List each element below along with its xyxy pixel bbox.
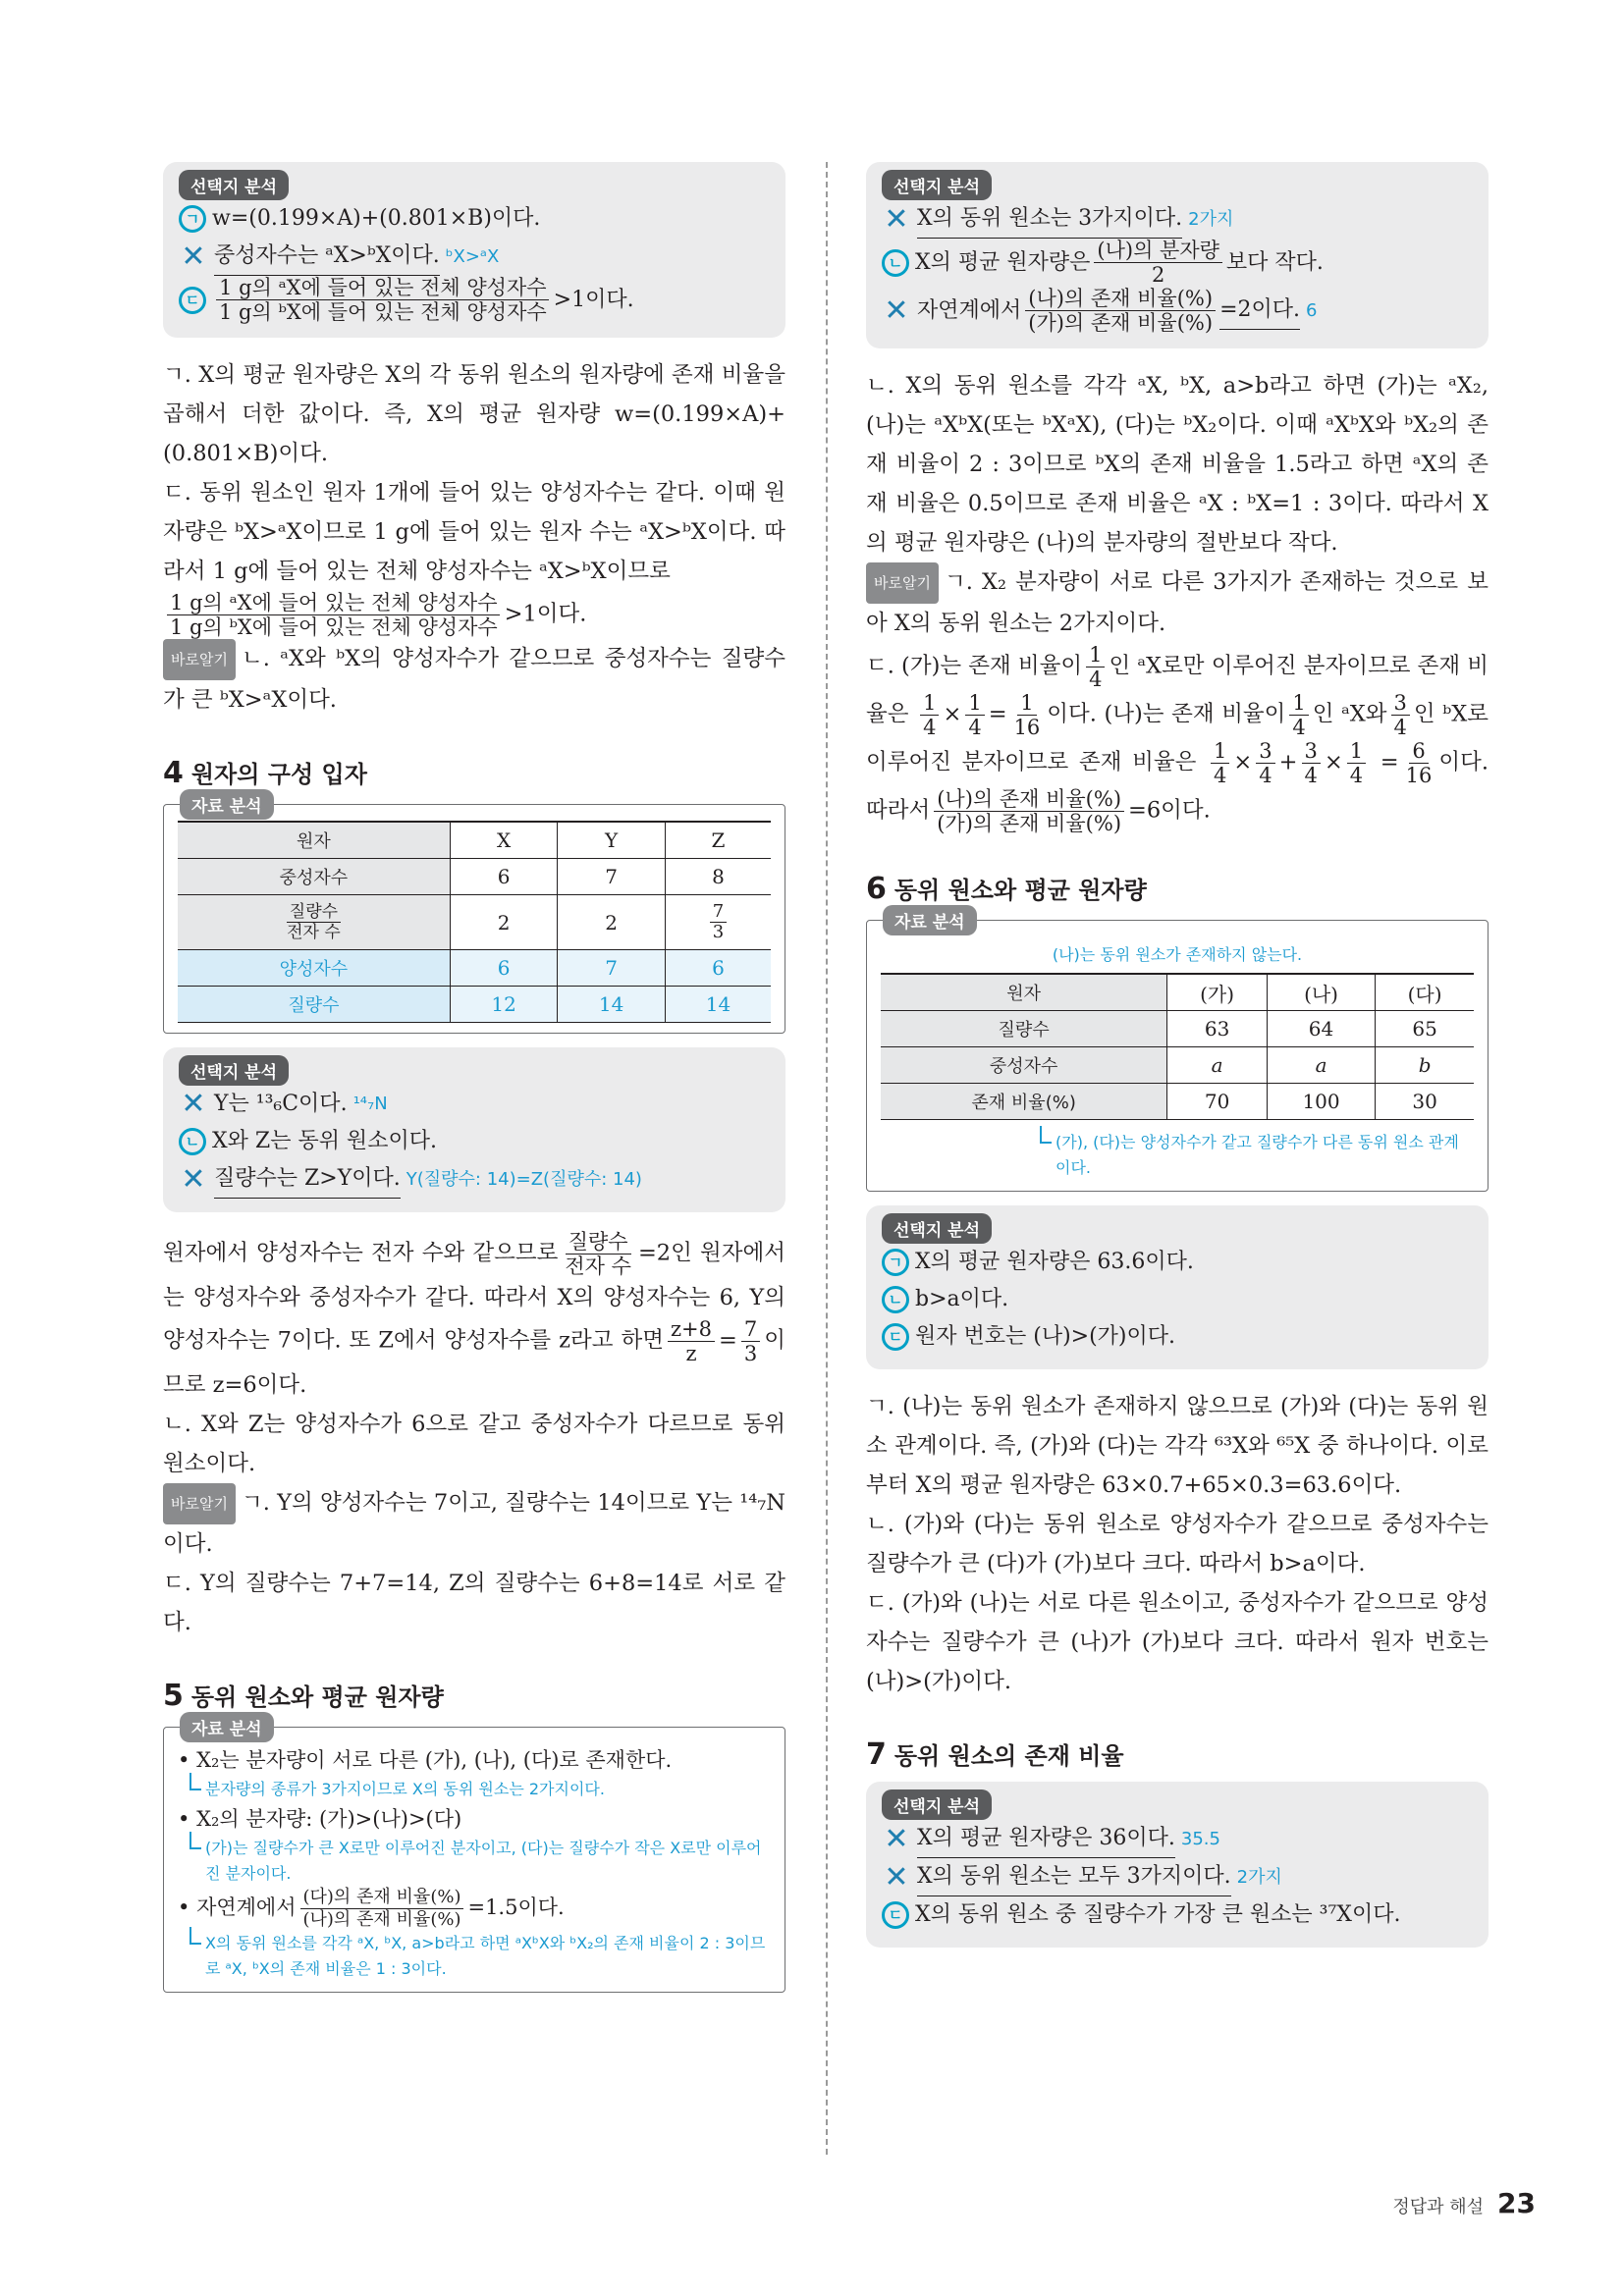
text: =2인 원자에서는 양성자수와 중성자수가 같다. 따라서 X의 양성자수는 6, Y의 양성자수는 7이다. 또 Z에서 양성자수를 z라고 하면 xyxy=(163,1240,786,1354)
fraction xyxy=(216,276,550,324)
column-divider xyxy=(826,162,828,2155)
choice xyxy=(882,1244,1473,1281)
fraction xyxy=(1011,691,1044,739)
choice-analysis-tag: 선택지 분석 xyxy=(882,1213,992,1244)
table-header: X xyxy=(450,822,558,859)
circle-mark-icon: ㄱ xyxy=(882,1249,909,1276)
table-cell: 2 xyxy=(450,895,558,950)
correction-text: ㄱ. X₂ 분자량이 서로 다른 3가지가 존재하는 것으로 보아 X의 동위 원소는 2가지이다. xyxy=(866,569,1489,636)
section-title: 동위 원소와 평균 원자량 xyxy=(190,1683,444,1711)
table-cell: 6 xyxy=(665,950,771,987)
frac-den: 4 xyxy=(923,716,937,739)
q6-explain-1: ㄱ. (나)는 동위 원소가 존재하지 않으므로 (가)와 (다)는 동위 원소 관계이다. 즉, (가)와 (다)는 각각 ⁶³X와 ⁶⁵X 중 하나이다. 이로부터 X의 평균 원자량은 63×0.7+65×0.3=63.6이다. xyxy=(866,1394,1489,1498)
choice xyxy=(882,1896,1473,1934)
explain-ka: ㄱ. X의 평균 원자량은 X의 각 동위 원소의 원자량에 존재 비율을 곱해서 더한 값이다. 즉, X의 평균 원자량 w=(0.199×A)+(0.801×B)이다. xyxy=(163,362,785,466)
choice-analysis-tag: 선택지 분석 xyxy=(179,170,289,200)
choice xyxy=(179,1160,770,1199)
fraction xyxy=(1347,739,1366,787)
row-label: 중성자수 xyxy=(178,859,450,895)
isotope-table xyxy=(881,973,1474,1120)
choice xyxy=(882,1318,1473,1356)
table-row-highlight xyxy=(178,950,771,987)
choice-text: Y는 ¹³₆C이다. xyxy=(214,1092,348,1116)
circle-mark-icon: ㄷ xyxy=(882,1323,909,1351)
table-cell: 63 xyxy=(1167,1011,1268,1047)
frac-num: 7 xyxy=(741,1317,760,1342)
text: = xyxy=(719,1327,737,1354)
explain-na: ㄴ. X의 동위 원소를 각각 ᵃX, ᵇX, a>b라고 하면 (가)는 ᵃX₂, (나)는 ᵃXᵇX(또는 ᵇXᵃX), (다)는 ᵇX₂이다. 이때 ᵃXᵇX와 ᵇX₂의 존재 비율이 2 : 3이므로 ᵇX의 존재 비율을 1.5라고 하면 ᵃX의 존재 비율은 0.5이므로 존재 비율은 ᵃX : ᵇX=1 : 3이다. 따라서 X의 평균 원자량은 (나)의 분자량의 절반보다 작다. xyxy=(866,373,1489,556)
fraction xyxy=(1289,691,1308,739)
data-analysis-tag: 자료 분석 xyxy=(883,905,977,935)
row-label xyxy=(178,895,450,950)
frac-num: 1 xyxy=(965,691,984,716)
fraction xyxy=(1256,739,1274,787)
correction-note: ᵇX>ᵃX xyxy=(445,245,500,267)
table-cell: 2 xyxy=(558,895,666,950)
q4-explain-1 xyxy=(163,1230,785,1405)
table-cell: 14 xyxy=(558,987,666,1023)
frac-num: 6 xyxy=(1409,739,1428,764)
frac-den: 4 xyxy=(1292,716,1306,739)
table-cell: 7 xyxy=(558,950,666,987)
choice-analysis-box-7 xyxy=(866,1782,1489,1948)
table-header: (나) xyxy=(1267,974,1375,1011)
frac-den: 3 xyxy=(743,1342,758,1365)
bullet-note: (가)는 질량수가 큰 X로만 이루어진 분자이고, (다)는 질량수가 작은 X로만 이루어진 분자이다. xyxy=(178,1836,771,1887)
frac-num: 질량수 xyxy=(566,1230,631,1255)
correction-text: ㄴ. ᵃX와 ᵇX의 양성자수가 같으므로 중성자수는 질량수가 큰 ᵇX>ᵃX이다. xyxy=(163,646,785,713)
table-cell: a xyxy=(1267,1047,1375,1084)
circle-mark-icon: ㄷ xyxy=(179,287,206,314)
frac-den: (가)의 존재 비율(%) xyxy=(937,812,1122,835)
row-label: 존재 비율(%) xyxy=(881,1084,1167,1120)
fraction xyxy=(934,787,1124,835)
row-label: 질량수 xyxy=(881,1011,1167,1047)
section-5-heading xyxy=(163,1678,785,1713)
correction-paragraph xyxy=(163,639,785,720)
table-row-highlight xyxy=(178,987,771,1023)
x-mark-icon: ✕ xyxy=(884,1821,909,1856)
text: = xyxy=(1380,749,1399,775)
choice-text: 중성자수는 ᵃX>ᵇX이다. xyxy=(214,238,440,276)
choice-text: X의 동위 원소는 3가지이다. xyxy=(917,200,1182,239)
table-cell: 64 xyxy=(1267,1011,1375,1047)
section-4-heading xyxy=(163,755,785,790)
table-cell: b xyxy=(1376,1047,1474,1084)
right-column xyxy=(866,162,1489,1965)
bullet-note: 분자량의 종류가 3가지이므로 X의 동위 원소는 2가지이다. xyxy=(178,1777,771,1802)
text: + xyxy=(1278,749,1298,775)
text: 인 ᵃX로만 이루어진 분자이므로 존재 비율은 xyxy=(866,653,1489,727)
frac-num: (다)의 존재 비율(%) xyxy=(300,1887,464,1909)
left-column xyxy=(163,162,785,2006)
frac-num: (나)의 분자량 xyxy=(1094,239,1222,263)
correction-note: Y(질량수: 14)=Z(질량수: 14) xyxy=(406,1168,642,1190)
correction-text: ㄱ. Y의 양성자수는 7이고, 질량수는 14이므로 Y는 ¹⁴₇N이다. xyxy=(163,1490,785,1557)
choice-analysis-box-6 xyxy=(866,1205,1489,1369)
frac-num: 1 xyxy=(1086,643,1105,667)
page-number: 23 xyxy=(1497,2187,1536,2219)
table-row xyxy=(881,1011,1474,1047)
q4-correction xyxy=(163,1483,785,1564)
text: 이므로 z=6이다. xyxy=(163,1327,785,1398)
bullet-text: =1.5이다. xyxy=(467,1896,565,1919)
fraction xyxy=(1302,739,1321,787)
circle-mark-icon: ㄴ xyxy=(179,1128,206,1155)
choice-text: 원자 번호는 (나)>(가)이다. xyxy=(915,1324,1176,1349)
data-analysis-tag: 자료 분석 xyxy=(180,789,274,820)
table-cell: 6 xyxy=(450,859,558,895)
choice xyxy=(882,287,1473,335)
correction-tag: 바로알기 xyxy=(163,639,236,680)
choice-text: 질량수는 Z>Y이다. xyxy=(214,1160,401,1199)
bullet-text: X₂는 분자량이 서로 다른 (가), (나), (다)로 존재한다. xyxy=(196,1748,673,1772)
choice-text: X와 Z는 동위 원소이다. xyxy=(212,1129,437,1153)
table-cell: 30 xyxy=(1376,1084,1474,1120)
table-cell: 100 xyxy=(1267,1084,1375,1120)
table-row xyxy=(881,1047,1474,1084)
frac-den: 1 g의 ᵇX에 들어 있는 전체 양성자수 xyxy=(170,615,498,639)
table-cell: 7 xyxy=(558,859,666,895)
table-cell: 65 xyxy=(1376,1011,1474,1047)
text: 이다. (나)는 존재 비율이 xyxy=(1047,701,1286,727)
frac-den: 4 xyxy=(1349,764,1364,787)
correction-note: 6 xyxy=(1306,299,1318,321)
frac-den: (나)의 존재 비율(%) xyxy=(302,1909,461,1930)
choice-text: b>a이다. xyxy=(915,1287,1009,1311)
choice-text: X의 평균 원자량은 36이다. xyxy=(917,1820,1175,1858)
table-cell: 6 xyxy=(450,950,558,987)
fraction xyxy=(1391,691,1410,739)
x-mark-icon: ✕ xyxy=(884,1859,909,1895)
choice-analysis-tag: 선택지 분석 xyxy=(179,1055,289,1086)
frac-den: 전자 수 xyxy=(287,923,341,942)
bullet-note: X의 동위 원소를 각각 ᵃX, ᵇX, a>b라고 하면 ᵃXᵇX와 ᵇX₂의 존재 비율이 2 : 3이므로 ᵃX, ᵇX의 존재 비율은 1 : 3이다. xyxy=(178,1931,771,1982)
choice-text: w=(0.199×A)+(0.801×B)이다. xyxy=(212,206,541,231)
section-number: 7 xyxy=(866,1737,887,1772)
row-label: 양성자수 xyxy=(178,950,450,987)
section-6-heading xyxy=(866,871,1489,906)
page-footer xyxy=(1392,2187,1536,2219)
frac-num: 질량수 xyxy=(287,902,341,923)
table-bottom-note: (가), (다)는 양성자수가 같고 질량수가 다른 동위 원소 관계이다. xyxy=(1028,1130,1474,1181)
section-7-heading xyxy=(866,1736,1489,1772)
frac-num: 1 xyxy=(920,691,939,716)
text: × xyxy=(943,701,962,727)
row-label: 중성자수 xyxy=(881,1047,1167,1084)
frac-den: 3 xyxy=(712,922,725,942)
text: =6이다. xyxy=(1128,797,1211,824)
table-header: (다) xyxy=(1376,974,1474,1011)
bullet: • 자연계에서 $\frac{\text{(다)의 존재 비율(\%)}}{\text{(나)의 존재 비율(\%)}}$ =1.5이다. xyxy=(178,1887,565,1930)
x-mark-icon: ✕ xyxy=(181,1087,206,1121)
fraction xyxy=(284,902,344,942)
fraction xyxy=(1025,287,1216,335)
frac-num: 1 xyxy=(1017,691,1036,716)
q6-explain-3: ㄷ. (가)와 (나)는 서로 다른 원소이고, 중성자수가 같으므로 양성자수는 질량수가 큰 (나)가 (가)보다 크다. 따라서 원자 번호는 (나)>(가)이다. xyxy=(866,1590,1489,1694)
choice-analysis-box xyxy=(163,162,785,338)
correction-tag: 바로알기 xyxy=(163,1483,236,1524)
choice xyxy=(882,1858,1473,1896)
table-header: Y xyxy=(558,822,666,859)
choice-na xyxy=(179,238,770,276)
q4-explain-2: ㄴ. X와 Z는 양성자수가 6으로 같고 중성자수가 다르므로 동위 원소이다. xyxy=(163,1412,785,1476)
table-row xyxy=(178,859,771,895)
bullet-text: 자연계에서 xyxy=(196,1896,297,1919)
frac-den: 16 xyxy=(1013,716,1041,739)
fraction xyxy=(668,1317,715,1365)
correction-tag: 바로알기 xyxy=(866,562,939,604)
frac-num: z+8 xyxy=(668,1317,715,1342)
frac-num: 1 xyxy=(1347,739,1366,764)
frac-den: 1 g의 ᵇX에 들어 있는 전체 양성자수 xyxy=(219,300,547,324)
frac-num: 1 g의 ᵃX에 들어 있는 전체 양성자수 xyxy=(216,276,549,300)
q6-explain-2: ㄴ. (가)와 (다)는 동위 원소로 양성자수가 같으므로 중성자수는 질량수가 큰 (다)가 (가)보다 크다. 따라서 b>a이다. xyxy=(866,1512,1489,1576)
choice-text: X의 평균 원자량은 63.6이다. xyxy=(915,1250,1194,1274)
choice xyxy=(882,239,1473,287)
text: × xyxy=(1324,749,1343,775)
data-analysis-frame-6 xyxy=(866,913,1489,1192)
correction-note: ¹⁴₇N xyxy=(352,1094,388,1114)
choice-analysis-box-4 xyxy=(163,1047,785,1212)
frac-den: 4 xyxy=(1089,667,1103,691)
choice xyxy=(179,1086,770,1123)
text: × xyxy=(1233,749,1253,775)
section-title: 동위 원소와 평균 원자량 xyxy=(893,877,1147,904)
x-mark-icon: ✕ xyxy=(884,201,909,237)
explain-da-frac xyxy=(163,591,785,639)
correction-paragraph xyxy=(866,562,1489,643)
table-header: 원자 xyxy=(881,974,1167,1011)
choice xyxy=(179,1123,770,1160)
frac-num: 7 xyxy=(710,902,727,923)
fraction xyxy=(1086,643,1105,691)
frac-den: z xyxy=(685,1342,697,1365)
circle-mark-icon: ㄱ xyxy=(179,205,206,233)
frac-num: (나)의 존재 비율(%) xyxy=(934,787,1124,812)
frac-den: 4 xyxy=(1393,716,1407,739)
choice-da xyxy=(179,276,770,324)
x-mark-icon: ✕ xyxy=(884,293,909,328)
section-number: 5 xyxy=(163,1679,184,1713)
choice xyxy=(882,1281,1473,1318)
choice-analysis-tag: 선택지 분석 xyxy=(882,1789,992,1820)
correction-note: 35.5 xyxy=(1180,1828,1220,1849)
q4-explain-3: ㄷ. Y의 질량수는 7+7=14, Z의 질량수는 6+8=14로 서로 같다. xyxy=(163,1571,785,1635)
choice xyxy=(882,200,1473,239)
frac-den: 4 xyxy=(1214,764,1227,787)
frac-den: 4 xyxy=(968,716,982,739)
text: 인 ᵃX와 xyxy=(1312,701,1387,727)
table-cell: a xyxy=(1167,1047,1268,1084)
frac-den: 2 xyxy=(1151,263,1165,287)
frac-num: (나)의 존재 비율(%) xyxy=(1025,287,1216,311)
table-cell: 70 xyxy=(1167,1084,1268,1120)
fraction xyxy=(965,691,984,739)
footer-label: 정답과 해설 xyxy=(1392,2197,1485,2217)
frac-den: 4 xyxy=(1259,764,1272,787)
circle-mark-icon: ㄴ xyxy=(882,1286,909,1313)
choice-ka xyxy=(179,200,770,238)
text: 이다. 따라서 xyxy=(866,749,1489,824)
fraction xyxy=(920,691,939,739)
frac-num: 1 xyxy=(1211,739,1229,764)
section-number: 4 xyxy=(163,756,184,790)
table-cell xyxy=(665,895,771,950)
table-row xyxy=(178,895,771,950)
table-header: Z xyxy=(665,822,771,859)
data-analysis-frame-5 xyxy=(163,1720,785,1993)
choice-text: X의 평균 원자량은 xyxy=(915,249,1091,275)
section-title: 동위 원소의 존재 비율 xyxy=(893,1742,1124,1770)
frac-tail: >1이다. xyxy=(504,601,587,627)
frac-num: 1 g의 ᵃX에 들어 있는 전체 양성자수 xyxy=(167,591,500,615)
table-cell: 8 xyxy=(665,859,771,895)
frac-num: 3 xyxy=(1256,739,1274,764)
circle-mark-icon: ㄷ xyxy=(882,1901,909,1929)
choice-text: 자연계에서 xyxy=(917,297,1022,323)
fraction xyxy=(167,591,501,639)
frac-num: 3 xyxy=(1391,691,1410,716)
fraction xyxy=(1403,739,1435,787)
atom-table xyxy=(178,821,771,1023)
circle-mark-icon: ㄴ xyxy=(882,249,909,277)
table-header: (가) xyxy=(1167,974,1268,1011)
frac-den: 4 xyxy=(1304,764,1318,787)
row-label: 질량수 xyxy=(178,987,450,1023)
bullet: • X₂의 분자량: (가)>(나)>(다) xyxy=(178,1807,462,1831)
frac-num: 1 xyxy=(1289,691,1308,716)
explain-da: ㄷ. 동위 원소인 원자 1개에 들어 있는 양성자수는 같다. 이때 원자량은 ᵇX>ᵃX이므로 1 g에 들어 있는 원자 수는 ᵃX>ᵇX이다. 따라서 1 g에 들어 있는 전체 양성자수는 ᵃX>ᵇX이므로 xyxy=(163,480,785,584)
text: ㄷ. (가)는 존재 비율이 xyxy=(866,653,1083,679)
correction-note: 2가지 xyxy=(1188,208,1234,230)
bullet-text: X₂의 분자량: (가)>(나)>(다) xyxy=(196,1807,462,1831)
text: 인 ᵇX로 이루어진 분자이므로 존재 비율은 xyxy=(866,701,1489,775)
section-title: 원자의 구성 입자 xyxy=(190,761,367,788)
frac-den: 전자 수 xyxy=(565,1255,631,1278)
choice-analysis-box xyxy=(866,162,1489,348)
choice xyxy=(882,1820,1473,1858)
fraction xyxy=(1094,239,1222,287)
explain-da xyxy=(866,643,1489,835)
frac-den: (가)의 존재 비율(%) xyxy=(1028,311,1214,335)
data-analysis-tag: 자료 분석 xyxy=(180,1712,274,1742)
choice-text: X의 동위 원소는 모두 3가지이다. xyxy=(917,1858,1231,1896)
choice-text: X의 동위 원소 중 질량수가 가장 큰 원소는 ³⁷X이다. xyxy=(915,1902,1401,1927)
bullet: • X₂는 분자량이 서로 다른 (가), (나), (다)로 존재한다. xyxy=(178,1748,673,1772)
fraction xyxy=(710,902,727,942)
table-cell: 12 xyxy=(450,987,558,1023)
fraction xyxy=(1211,739,1229,787)
table-top-note: (나)는 동위 원소가 존재하지 않는다. xyxy=(1052,945,1303,964)
table-header: 원자 xyxy=(178,822,450,859)
x-mark-icon: ✕ xyxy=(181,1161,206,1197)
section-number: 6 xyxy=(866,872,887,906)
correction-note: 2가지 xyxy=(1236,1866,1282,1888)
choice-analysis-tag: 선택지 분석 xyxy=(882,170,992,200)
fraction xyxy=(300,1887,464,1931)
text: = xyxy=(988,701,1007,727)
data-analysis-frame-4 xyxy=(163,797,785,1034)
x-mark-icon: ✕ xyxy=(181,239,206,274)
text: 원자에서 양성자수는 전자 수와 같으므로 xyxy=(163,1240,559,1266)
fraction xyxy=(562,1230,634,1278)
table-cell: 14 xyxy=(665,987,771,1023)
choice-tail: 보다 작다. xyxy=(1225,249,1324,275)
frac-num: 3 xyxy=(1302,739,1321,764)
choice-tail: =2이다. xyxy=(1219,292,1300,330)
frac-den: 16 xyxy=(1405,764,1433,787)
choice-tail: >1이다. xyxy=(553,287,634,312)
fraction xyxy=(741,1317,760,1365)
table-row xyxy=(881,1084,1474,1120)
